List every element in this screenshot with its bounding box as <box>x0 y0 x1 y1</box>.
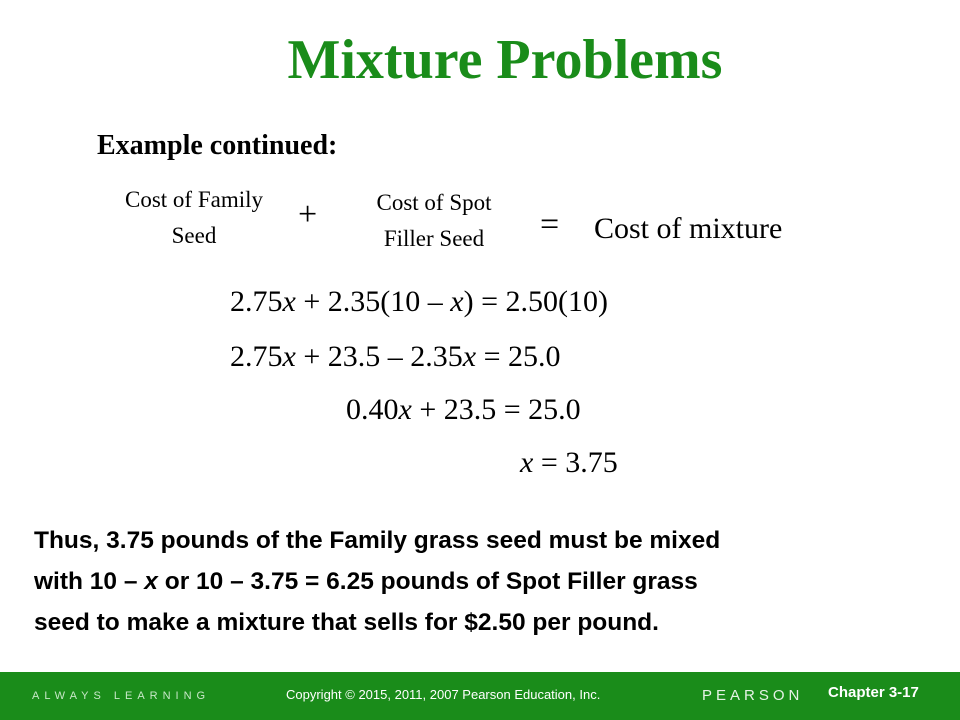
eq-part: + 2.35(10 – <box>295 285 451 318</box>
variable-x: x <box>398 393 412 426</box>
variable-x: x <box>144 568 158 595</box>
variable-x: x <box>282 340 296 373</box>
variable-x: x <box>282 285 296 318</box>
always-learning-tagline: ALWAYS LEARNING <box>32 690 211 702</box>
eq-part: = 25.0 <box>476 340 561 373</box>
conclusion-text <box>34 520 914 643</box>
text-part: with 10 – <box>34 568 145 595</box>
slide-subtitle: Example continued: <box>97 130 338 161</box>
plus-sign: + <box>298 196 318 233</box>
eq-part: = 3.75 <box>533 446 618 479</box>
conclusion-line: seed to make a mixture that sells for $2.50 per pound. <box>34 609 659 636</box>
conclusion-line <box>34 561 914 602</box>
variable-x: x <box>450 285 464 318</box>
eq-part: 0.40 <box>346 393 399 426</box>
slide-title: Mixture Problems <box>287 29 723 91</box>
copyright-text: Copyright © 2015, 2011, 2007 Pearson Education, Inc. <box>286 687 601 702</box>
text-part: or 10 – 3.75 = 6.25 pounds of Spot Filler grass <box>157 568 698 595</box>
label-line: Cost of Spot <box>376 190 492 215</box>
equation-line <box>230 285 608 319</box>
chapter-slide-number: Chapter 3-17 <box>828 684 919 701</box>
label-line: Cost of Family <box>124 187 263 212</box>
cost-spot-filler-label <box>346 185 522 257</box>
conclusion-line: Thus, 3.75 pounds of the Family grass seed must be mixed <box>34 527 721 554</box>
eq-part: + 23.5 – 2.35 <box>295 340 463 373</box>
eq-part: 2.75 <box>230 285 283 318</box>
label-line: Seed <box>171 223 217 248</box>
label-line: Filler Seed <box>383 226 485 251</box>
pearson-logo: PEARSON <box>702 687 804 704</box>
eq-part: 2.75 <box>230 340 283 373</box>
equals-sign: = <box>540 206 560 243</box>
footer-bar <box>0 672 960 720</box>
equation-line <box>230 340 561 374</box>
variable-x: x <box>520 446 534 479</box>
equation-line <box>346 393 581 427</box>
cost-mixture-label: Cost of mixture <box>594 212 783 245</box>
variable-x: x <box>462 340 477 373</box>
cost-family-seed-label <box>96 182 292 254</box>
eq-part: + 23.5 = 25.0 <box>411 393 581 426</box>
eq-part: ) = 2.50(10) <box>463 285 608 318</box>
equation-line <box>520 446 618 480</box>
